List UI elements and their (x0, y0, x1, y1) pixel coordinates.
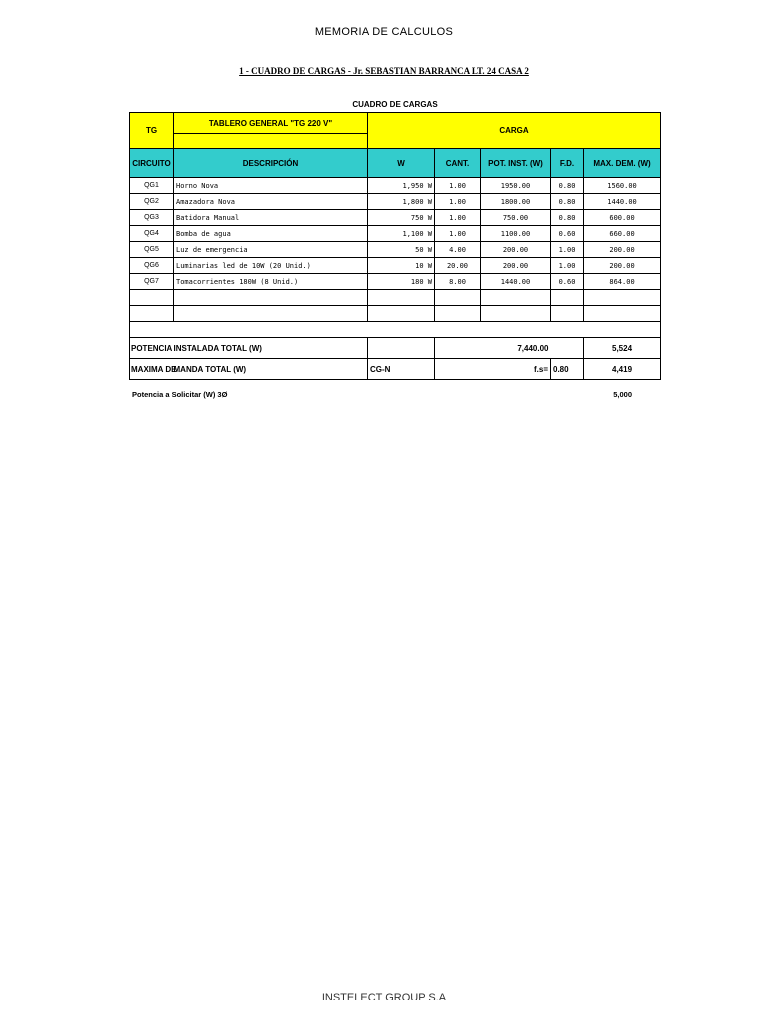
table-row (130, 274, 661, 290)
table-row (130, 258, 661, 274)
carga-header: CARGA (368, 113, 661, 149)
circuit-id: QG2 (130, 194, 174, 210)
col-header-pot-inst: POT. INST. (W) (481, 149, 551, 178)
circuit-watts: 1,950 W (368, 178, 435, 194)
circuit-installed-power: 1100.00 (481, 226, 551, 242)
circuit-installed-power: 200.00 (481, 242, 551, 258)
table-row (130, 210, 661, 226)
col-header-max-dem: MAX. DEM. (W) (584, 149, 661, 178)
table-caption: CUADRO DE CARGAS (352, 100, 438, 109)
circuit-quantity: 1.00 (435, 194, 481, 210)
total-installed-label-a: POTENCIA (130, 338, 174, 359)
circuit-demand-factor: 0.80 (551, 210, 584, 226)
max-demand-row (130, 359, 661, 380)
circuit-max-demand: 1560.00 (584, 178, 661, 194)
total-installed-power: 7,440.00 (481, 338, 551, 359)
page-header: MEMORIA DE CALCULOS (314, 26, 454, 38)
circuit-quantity: 1.00 (435, 226, 481, 242)
requested-power-label: Potencia a Solicitar (W) 3Ø (132, 390, 228, 399)
circuit-description: Bomba de agua (174, 226, 368, 242)
circuit-demand-factor: 1.00 (551, 258, 584, 274)
circuit-max-demand: 1440.00 (584, 194, 661, 210)
circuit-id: QG1 (130, 178, 174, 194)
board-header: TABLERO GENERAL "TG 220 V" (174, 113, 368, 134)
circuit-description: Amazadora Nova (174, 194, 368, 210)
circuit-description: Luminarias led de 10W (20 Unid.) (174, 258, 368, 274)
circuit-id: QG5 (130, 242, 174, 258)
circuit-installed-power: 1800.00 (481, 194, 551, 210)
circuit-watts: 1,100 W (368, 226, 435, 242)
circuit-watts: 50 W (368, 242, 435, 258)
circuit-quantity: 1.00 (435, 210, 481, 226)
total-max-demand: 5,524 (584, 338, 661, 359)
circuit-quantity: 4.00 (435, 242, 481, 258)
circuit-watts: 1,800 W (368, 194, 435, 210)
table-row (130, 194, 661, 210)
table-row (130, 242, 661, 258)
cg-label: CG-N (368, 359, 435, 380)
fs-label: f.s= (481, 359, 551, 380)
circuit-watts: 750 W (368, 210, 435, 226)
empty-row (130, 290, 661, 306)
circuit-max-demand: 660.00 (584, 226, 661, 242)
circuit-id: QG3 (130, 210, 174, 226)
empty-row (130, 322, 661, 338)
circuit-installed-power: 1950.00 (481, 178, 551, 194)
max-demand-label-b: MANDA TOTAL (W) (174, 359, 368, 380)
circuit-description: Batidora Manual (174, 210, 368, 226)
circuit-id: QG6 (130, 258, 174, 274)
tg-header: TG (130, 113, 174, 149)
page-footer: INSTELECT GROUP S.A (321, 992, 447, 1000)
table-row (130, 226, 661, 242)
circuit-id: QG7 (130, 274, 174, 290)
circuit-max-demand: 200.00 (584, 258, 661, 274)
circuit-installed-power: 1440.00 (481, 274, 551, 290)
col-header-descripcion: DESCRIPCIÓN (174, 149, 368, 178)
circuit-demand-factor: 1.00 (551, 242, 584, 258)
circuit-installed-power: 200.00 (481, 258, 551, 274)
circuit-description: Luz de emergencia (174, 242, 368, 258)
total-installed-label-b: INSTALADA TOTAL (W) (174, 338, 368, 359)
circuit-watts: 180 W (368, 274, 435, 290)
max-demand-label-a: MAXIMA DE (130, 359, 174, 380)
requested-power-value: 5,000 (613, 390, 632, 399)
fs-value: 0.80 (551, 359, 584, 380)
table-row (130, 178, 661, 194)
col-header-w: W (368, 149, 435, 178)
col-header-circuito: CIRCUITO (130, 149, 174, 178)
circuit-max-demand: 864.00 (584, 274, 661, 290)
total-installed-row (130, 338, 661, 359)
circuit-max-demand: 600.00 (584, 210, 661, 226)
circuit-watts: 10 W (368, 258, 435, 274)
circuit-demand-factor: 0.80 (551, 178, 584, 194)
circuit-demand-factor: 0.60 (551, 274, 584, 290)
col-header-cant: CANT. (435, 149, 481, 178)
document-subtitle: 1 - CUADRO DE CARGAS - Jr. SEBASTIAN BARRANCA LT. 24 CASA 2 (239, 66, 529, 76)
circuit-installed-power: 750.00 (481, 210, 551, 226)
circuit-id: QG4 (130, 226, 174, 242)
empty-row (130, 306, 661, 322)
circuit-demand-factor: 0.80 (551, 194, 584, 210)
circuit-quantity: 1.00 (435, 178, 481, 194)
load-table (129, 112, 661, 380)
circuit-description: Horno Nova (174, 178, 368, 194)
max-demand-value: 4,419 (584, 359, 661, 380)
circuit-max-demand: 200.00 (584, 242, 661, 258)
circuit-description: Tomacorrientes 180W (8 Unid.) (174, 274, 368, 290)
col-header-fd: F.D. (551, 149, 584, 178)
board-header-blank (174, 134, 368, 149)
circuit-quantity: 20.00 (435, 258, 481, 274)
circuit-quantity: 8.00 (435, 274, 481, 290)
circuit-demand-factor: 0.60 (551, 226, 584, 242)
